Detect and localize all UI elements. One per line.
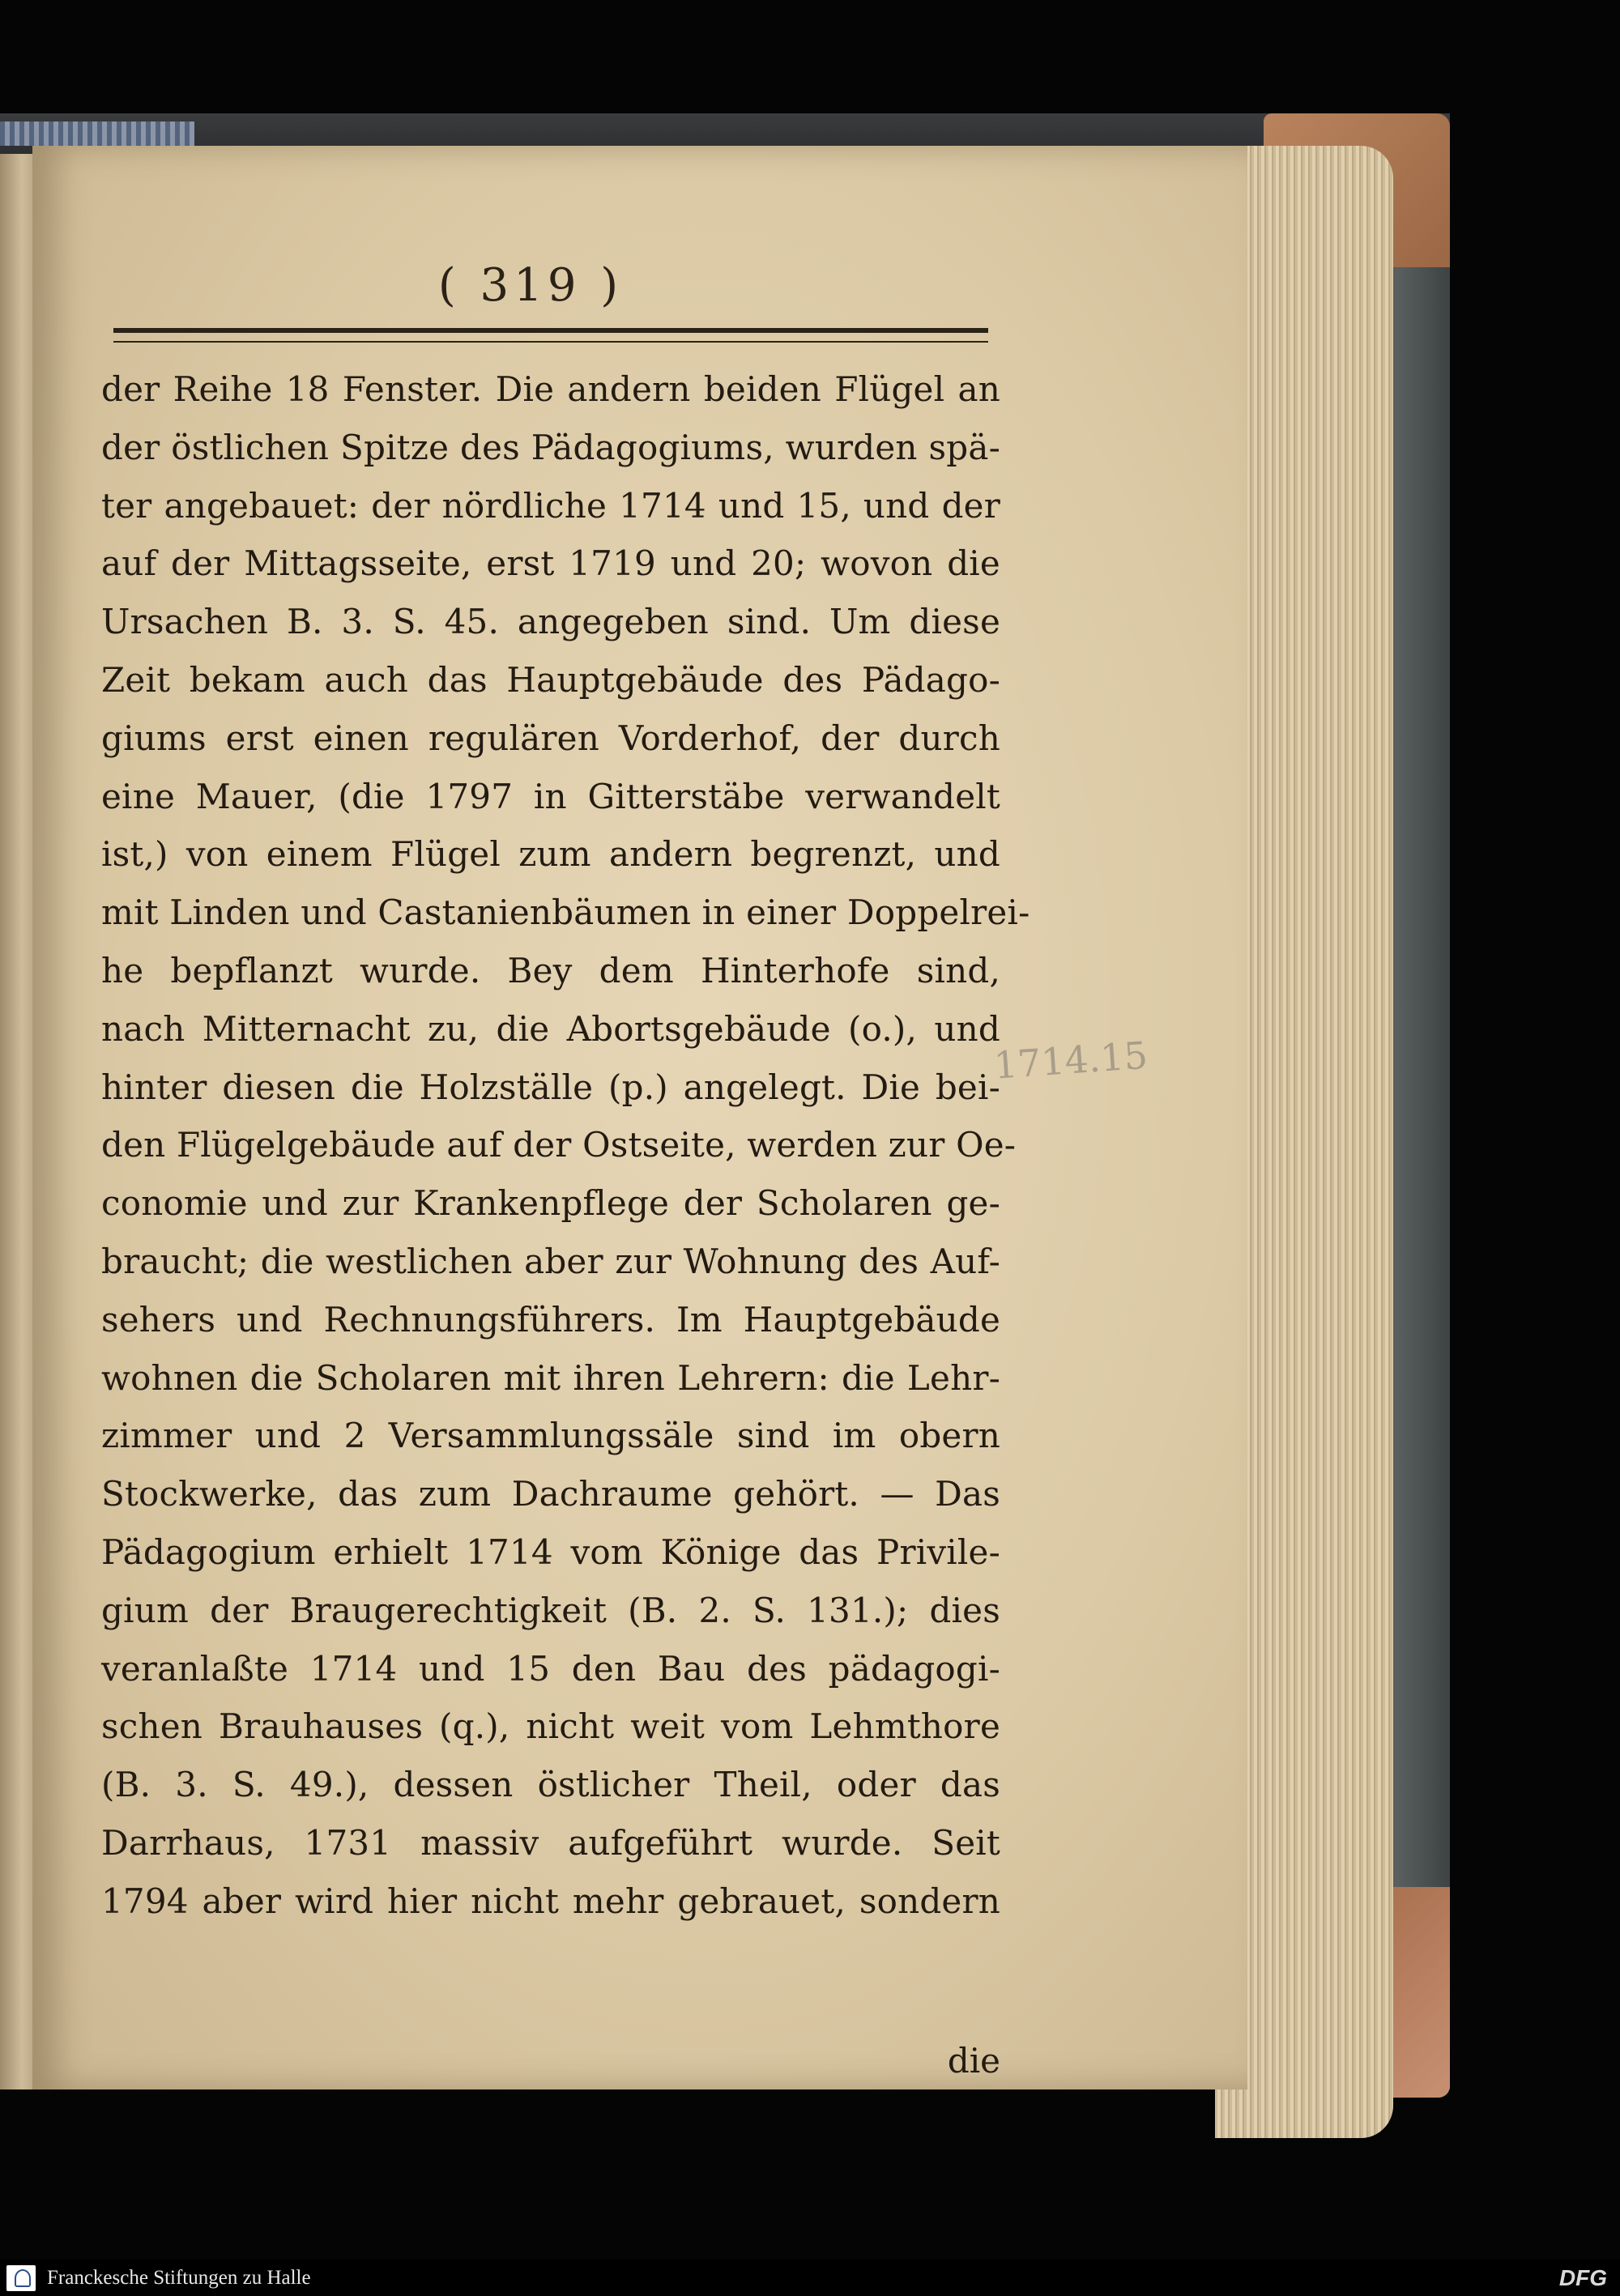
text-line: he bepflanzt wurde. Bey dem Hinterhofe sind, (101, 950, 1000, 990)
text-line: giums erst einen regulären Vorderhof, der durch (101, 718, 1000, 758)
text-line: (B. 3. S. 49.), dessen östlicher Theil, oder das (101, 1765, 1000, 1805)
text-line: hinter diesen die Holzställe (p.) angelegt. Die bei- (101, 1067, 1000, 1107)
body-text (101, 360, 1030, 1931)
text-line: braucht; die westlichen aber zur Wohnung des Auf- (101, 1241, 1000, 1281)
institution-logo-icon (6, 2265, 36, 2291)
text-line: conomie und zur Krankenpflege der Scholaren ge- (101, 1183, 1000, 1224)
text-line: nach Mitternacht zu, die Abortsgebäude (o.), und (101, 1008, 1000, 1049)
pencil-annotation: 1714.15 (992, 1033, 1149, 1088)
page-number-header: ( 319 ) (437, 259, 624, 312)
text-line: auf der Mittagsseite, erst 1719 und 20; wovon die (101, 543, 1000, 584)
text-line: wohnen die Scholaren mit ihren Lehrern: die Lehr- (101, 1357, 1000, 1398)
text-line: den Flügelgebäude auf der Ostseite, werden zur Oe- (101, 1125, 1017, 1165)
text-line: schen Brauhauses (q.), nicht weit vom Lehmthore (101, 1706, 1000, 1747)
text-line: Ursachen B. 3. S. 45. angegeben sind. Um diese (101, 602, 1000, 642)
text-line: ist,) von einem Flügel zum andern begrenzt, und (101, 834, 1000, 875)
text-line: Pädagogium erhielt 1714 vom Könige das Privile- (101, 1531, 1000, 1572)
footer-institution: Franckesche Stiftungen zu Halle (47, 2267, 311, 2289)
text-line: Zeit bekam auch das Hauptgebäude des Pädago- (101, 659, 1000, 700)
text-line: veranlaßte 1714 und 15 den Bau des pädagogi- (101, 1648, 1000, 1689)
text-line: mit Linden und Castanienbäumen in einer Doppelrei- (101, 892, 1030, 933)
text-line: Darrhaus, 1731 massiv aufgeführt wurde. Seit (101, 1822, 1000, 1863)
text-line: ter angebauet: der nördliche 1714 und 15, und der (101, 485, 1000, 526)
text-line: zimmer und 2 Versammlungssäle sind im obern (101, 1416, 1000, 1456)
cloth-binding (0, 121, 194, 146)
catchword: die (947, 2041, 1000, 2081)
left-page-edge (0, 154, 36, 2089)
text-line: Stockwerke, das zum Dachraume gehört. — Das (101, 1474, 1000, 1514)
text-line: eine Mauer, (die 1797 in Gitterstäbe verwandelt (101, 776, 1000, 816)
text-line: 1794 aber wird hier nicht mehr gebrauet, sondern (101, 1881, 1000, 1921)
text-line: der Reihe 18 Fenster. Die andern beiden Flügel an (101, 369, 1000, 409)
dfg-logo: DFG (1558, 2265, 1607, 2290)
text-line: sehers und Rechnungsführers. Im Hauptgebäude (101, 1299, 1000, 1340)
header-rule (113, 328, 988, 343)
text-line: der östlichen Spitze des Pädagogiums, wurden spä- (101, 427, 1000, 467)
text-line: gium der Braugerechtigkeit (B. 2. S. 131.); dies (101, 1590, 1000, 1630)
